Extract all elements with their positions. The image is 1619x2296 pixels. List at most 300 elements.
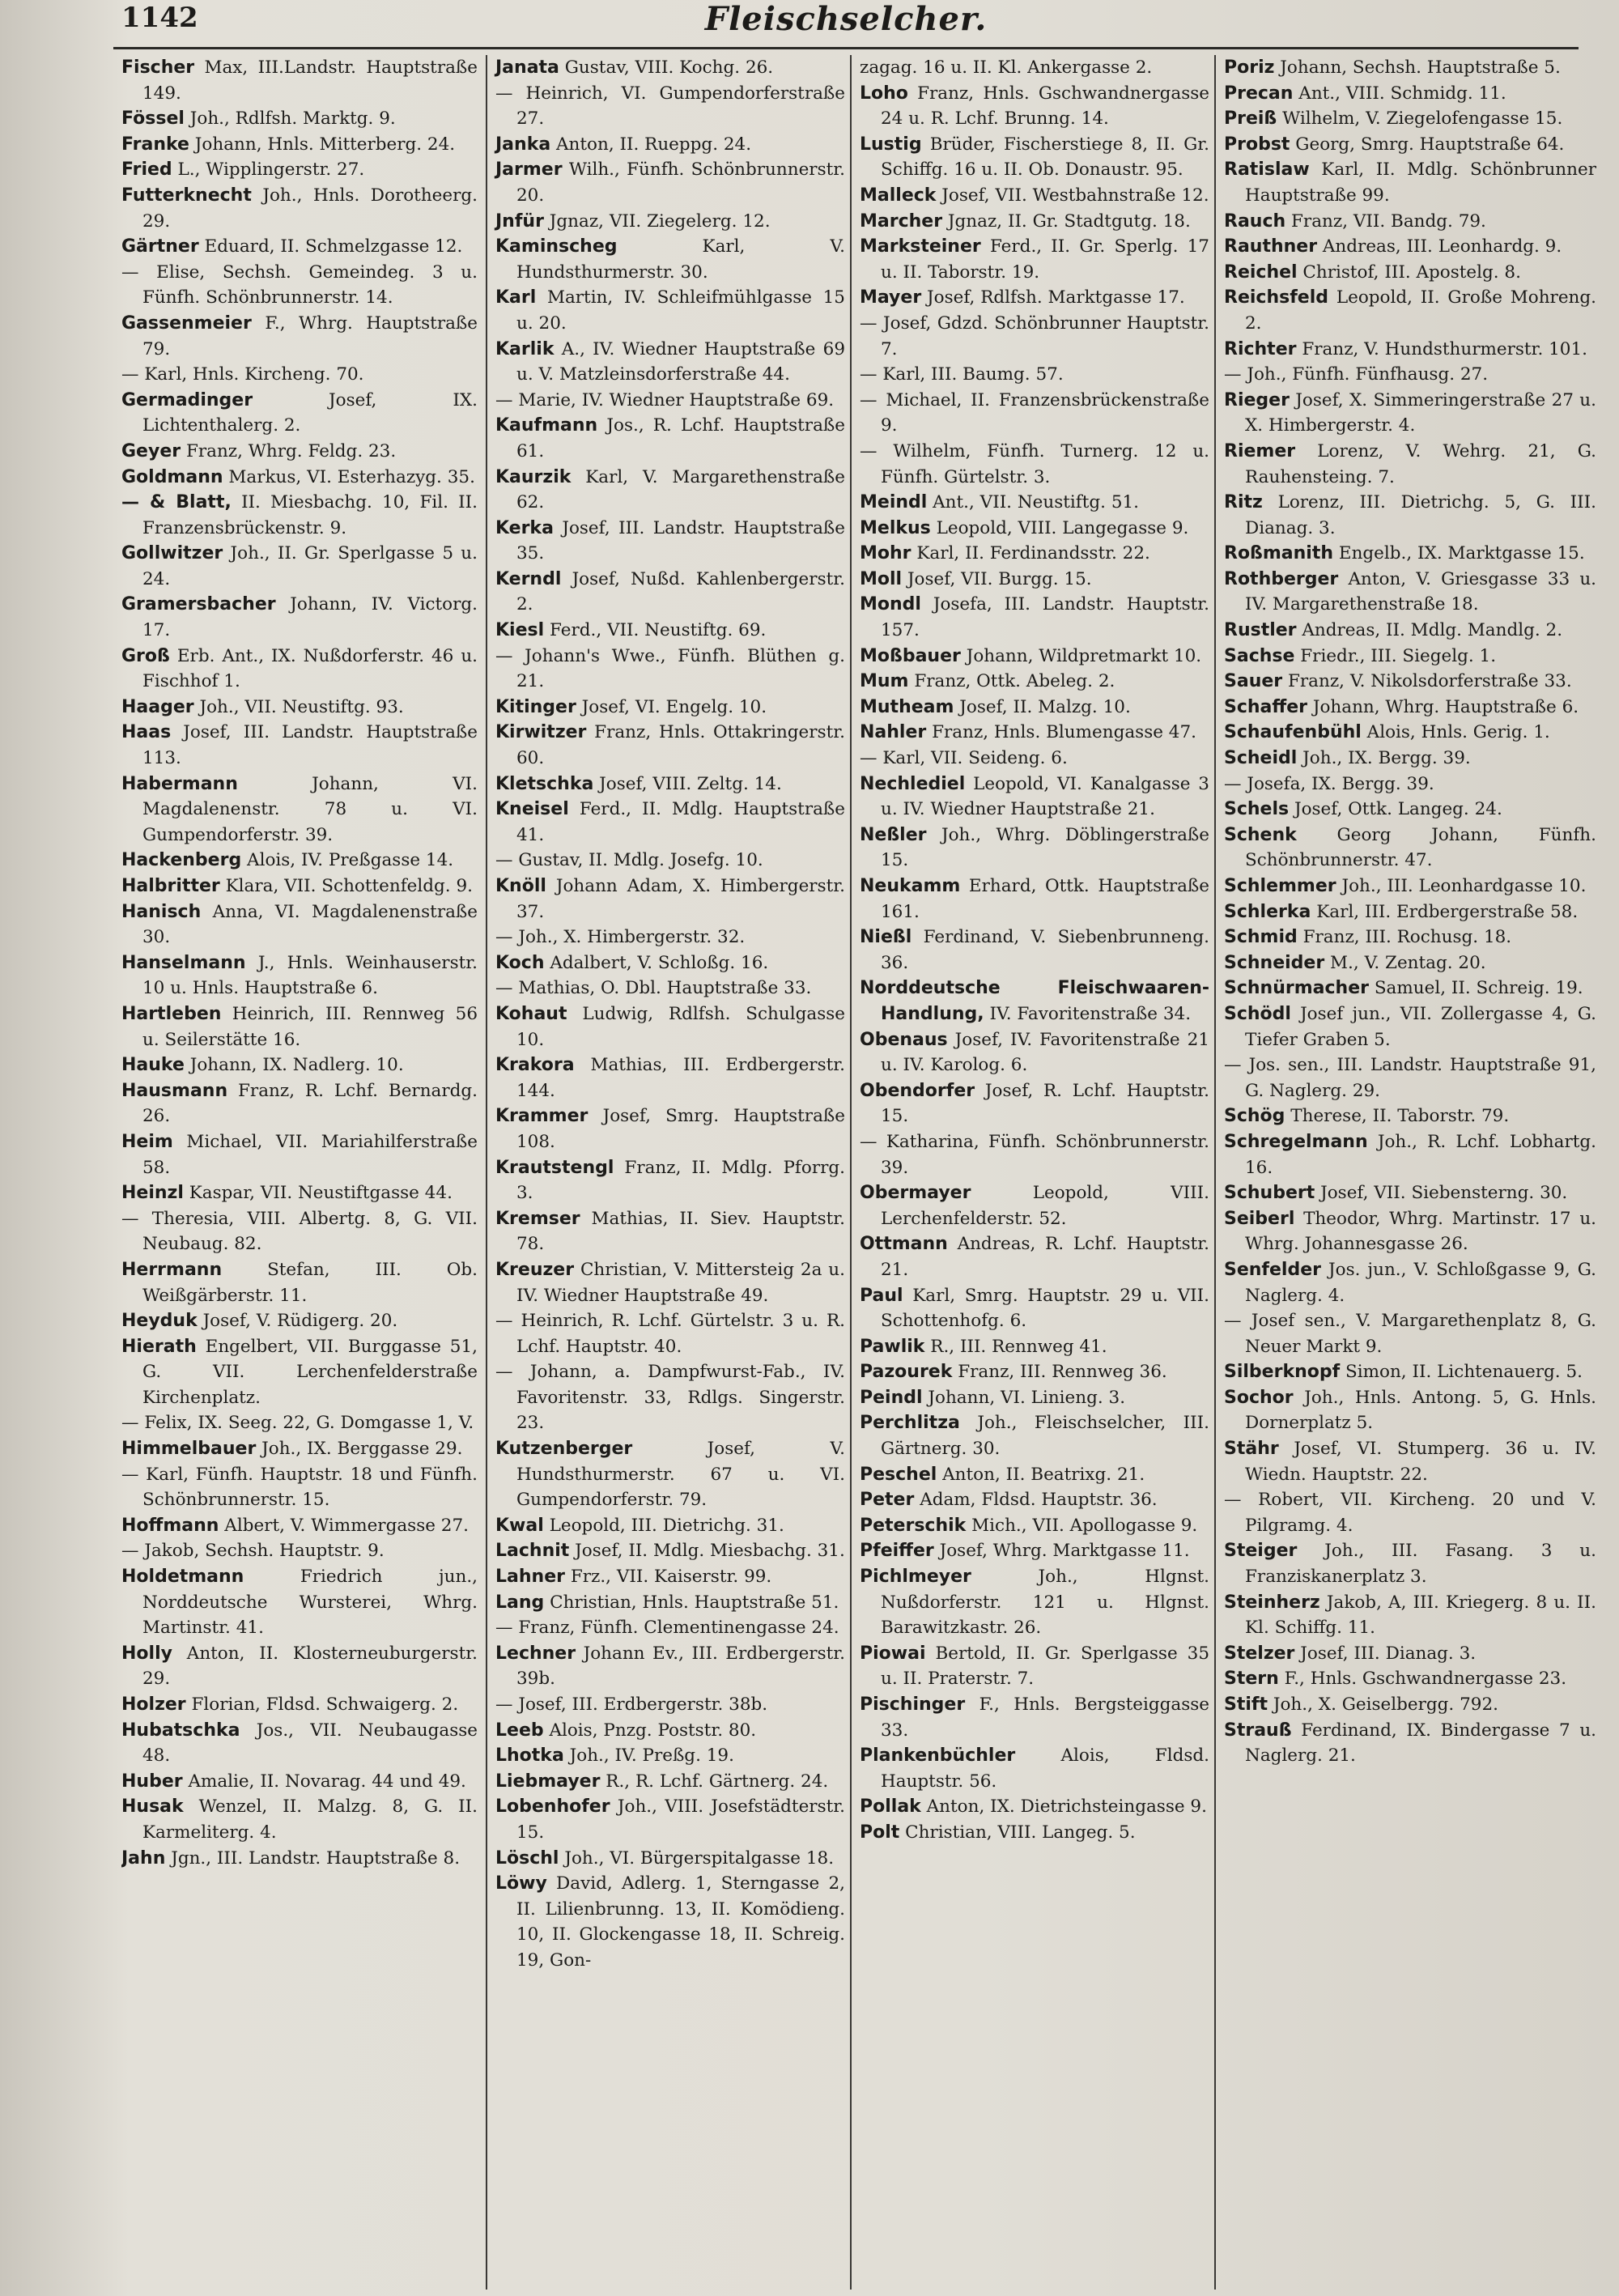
entry-name: Habermann: [121, 773, 238, 794]
entry-name: Huber: [121, 1771, 183, 1792]
entry-name: Lechner: [495, 1643, 576, 1664]
entry-address: — Josef sen., V. Margarethenplatz 8, G. Neuer Markt 9.: [1224, 1311, 1596, 1357]
directory-entry: [495, 925, 845, 950]
entry-name: Ottmann: [860, 1234, 948, 1255]
entry-name: Jahn: [121, 1847, 166, 1869]
directory-entry: [121, 1794, 478, 1845]
entry-address: Leopold, VIII. Langegasse 9.: [936, 517, 1189, 538]
entry-address: — Katharina, Fünfh. Schönbrunnerstr. 39.: [860, 1131, 1209, 1178]
directory-entry: [121, 183, 478, 234]
entry-name: Schnürmacher: [1224, 978, 1369, 999]
entry-address: Josef, V. Hundsthurmerstr. 67 u. VI. Gumpendorferstr. 79.: [516, 1439, 845, 1511]
entry-address: Josef, Smrg. Hauptstraße 108.: [516, 1106, 845, 1152]
entry-address: — Michael, II. Franzensbrückenstraße 9.: [860, 389, 1209, 436]
directory-entry: [121, 1718, 478, 1769]
entry-address: Leopold, VI. Kanalgasse 3 u. IV. Wiedner Hauptstraße 21.: [881, 773, 1209, 820]
directory-entry: [860, 1513, 1209, 1539]
entry-address: Josef, III. Dianag. 3.: [1300, 1643, 1477, 1664]
directory-entry: [121, 874, 478, 899]
entry-address: — Heinrich, VI. Gumpendorferstraße 27.: [495, 83, 845, 130]
entry-address: Andreas, R. Lchf. Hauptstr. 21.: [881, 1234, 1209, 1280]
directory-entry: [495, 388, 845, 414]
directory-entry: [495, 1103, 845, 1154]
entry-address: Josef, III. Landstr. Hauptstraße 35.: [516, 517, 845, 564]
directory-entry: [121, 106, 478, 132]
directory-entry: [860, 976, 1209, 1027]
entry-address: Erb. Ant., IX. Nußdorferstr. 46 u. Fischhof 1.: [142, 645, 478, 692]
directory-entry: [121, 1052, 478, 1078]
entry-name: Nießl: [860, 927, 912, 948]
directory-entry: [495, 797, 845, 848]
directory-entry: [860, 1027, 1209, 1078]
entry-name: Schaffer: [1224, 696, 1307, 717]
directory-entry: [495, 1692, 845, 1718]
entry-name: Futterknecht: [121, 185, 252, 206]
entry-address: Josef, VII. Siebensterng. 30.: [1320, 1183, 1568, 1204]
entry-name: Neukamm: [860, 876, 961, 896]
directory-entry: [860, 1794, 1209, 1820]
entry-address: Engelbert, VII. Burggasse 51, G. VII. Lerchenfelderstraße Kirchenplatz.: [142, 1336, 478, 1408]
entry-address: Christian, V. Mittersteig 2a u. IV. Wiedner Hauptstraße 49.: [516, 1259, 845, 1306]
entry-address: Joh., VI. Bürgerspitalgasse 18.: [564, 1847, 835, 1869]
entry-address: Alois, Pnzg. Poststr. 80.: [549, 1720, 757, 1741]
entry-address: Leopold, III. Dietrichg. 31.: [549, 1515, 784, 1536]
entry-address: Franz, Hnls. Ottakringerstr. 60.: [516, 722, 845, 769]
directory-entry: [860, 669, 1209, 695]
directory-entry: [860, 362, 1209, 388]
entry-name: Polt: [860, 1822, 900, 1843]
entry-name: Lobenhofer: [495, 1796, 610, 1818]
directory-entry: [121, 439, 478, 465]
directory-entry: [860, 1641, 1209, 1692]
entry-name: Germadinger: [121, 389, 253, 410]
directory-entry: [1224, 772, 1596, 797]
entry-name: Preiß: [1224, 108, 1277, 130]
entry-address: Joh., R. Lchf. Lobhartg. 16.: [1245, 1131, 1596, 1178]
directory-entry: [495, 413, 845, 464]
directory-entry: [860, 1487, 1209, 1513]
entry-address: Franz, III. Rochusg. 18.: [1302, 927, 1512, 948]
entry-name: Liebmayer: [495, 1771, 601, 1792]
entry-address: Anton, II. Rueppg. 24.: [556, 134, 752, 155]
entry-address: Joh., II. Gr. Sperlgasse 5 u. 24.: [142, 543, 478, 589]
entry-address: Brüder, Fischerstiege 8, II. Gr. Schiffg. 16 u. II. Ob. Donaustr. 95.: [881, 134, 1209, 181]
directory-entry: [495, 976, 845, 1001]
entry-address: — Theresia, VIII. Albertg. 8, G. VII. Neubaug. 82.: [121, 1208, 478, 1255]
entry-address: Frz., VII. Kaiserstr. 99.: [570, 1567, 772, 1588]
entry-name: Lang: [495, 1592, 545, 1613]
entry-address: Joh., III. Leonhardgasse 10.: [1341, 876, 1587, 896]
entry-address: Josef, VIII. Zeltg. 14.: [599, 773, 782, 794]
entry-address: Josef, IV. Favoritenstraße 21 u. IV. Karolog. 6.: [881, 1029, 1209, 1076]
entry-address: — Karl, Hnls. Kircheng. 70.: [121, 364, 364, 385]
entry-address: — Karl, Fünfh. Hauptstr. 18 und Fünfh. Schönbrunnerstr. 15.: [121, 1464, 478, 1511]
entry-name: Reichel: [1224, 261, 1298, 283]
directory-entry: [121, 1129, 478, 1180]
entry-name: Schenk: [1224, 824, 1297, 845]
entry-name: Sauer: [1224, 671, 1283, 692]
entry-name: Karl: [495, 287, 537, 308]
directory-entry: [1224, 720, 1596, 746]
entry-name: Geyer: [121, 440, 181, 461]
directory-entry: [860, 388, 1209, 439]
entry-name: Hubatschka: [121, 1720, 240, 1741]
entry-address: Johann Ev., III. Erdbergerstr. 39b.: [516, 1643, 845, 1690]
entry-name: Riemer: [1224, 440, 1296, 461]
directory-entry: [495, 1308, 845, 1359]
entry-name: Silberknopf: [1224, 1362, 1341, 1383]
entry-address: Friedrich jun., Norddeutsche Wursterei, Whrg. Martinstr. 41.: [142, 1567, 478, 1639]
directory-entry: [1224, 439, 1596, 490]
directory-entry: [860, 183, 1209, 209]
directory-entry: [860, 772, 1209, 823]
entry-name: Heyduk: [121, 1311, 198, 1332]
directory-entry: [121, 772, 478, 848]
entry-address: Andreas, II. Mdlg. Mandlg. 2.: [1302, 620, 1563, 641]
directory-entry: [860, 695, 1209, 721]
entry-address: Jos. jun., V. Schloßgasse 9, G. Naglerg. 4.: [1245, 1259, 1596, 1306]
directory-entry: [495, 1155, 845, 1206]
entry-address: — Jakob, Sechsh. Hauptstr. 9.: [121, 1541, 385, 1562]
directory-entry: [860, 81, 1209, 132]
directory-entry: [1224, 106, 1596, 132]
directory-entry: [495, 567, 845, 618]
entry-address: — Heinrich, R. Lchf. Gürtelstr. 3 u. R. Lchf. Hauptstr. 40.: [495, 1311, 845, 1357]
entry-address: — Josef, III. Erdbergerstr. 38b.: [495, 1694, 768, 1715]
entry-name: Hierath: [121, 1336, 197, 1357]
directory-entry: [495, 1538, 845, 1564]
entry-name: Scheidl: [1224, 748, 1298, 769]
entry-address: — Karl, III. Baumg. 57.: [860, 364, 1064, 385]
entry-name: Peterschik: [860, 1515, 967, 1536]
directory-entry: [121, 899, 478, 950]
entry-name: Stähr: [1224, 1439, 1279, 1460]
directory-entry: [1224, 1257, 1596, 1308]
entry-name: Steiger: [1224, 1541, 1298, 1562]
directory-entry: [1224, 337, 1596, 363]
entry-address: Josef, X. Simmeringerstraße 27 u. X. Himbergerstr. 4.: [1245, 389, 1596, 436]
entry-address: Joh., III. Fasang. 3 u. Franziskanerplatz 3.: [1245, 1541, 1596, 1588]
entry-address: Franz, II. Mdlg. Pforrg. 3.: [516, 1157, 845, 1204]
entry-name: Haas: [121, 722, 172, 743]
page-number: 1142: [121, 2, 198, 34]
directory-entry: [121, 1334, 478, 1411]
directory-entry: [860, 1385, 1209, 1411]
directory-entry: [1224, 1359, 1596, 1385]
entry-name: Kiesl: [495, 620, 545, 641]
directory-entry: [1224, 1001, 1596, 1052]
directory-entry: [121, 1410, 478, 1436]
entry-address: — Mathias, O. Dbl. Hauptstraße 33.: [495, 978, 812, 999]
entry-name: Hoffmann: [121, 1515, 219, 1536]
entry-address: Franz, Hnls. Blumengasse 47.: [932, 722, 1196, 743]
entry-address: J., Hnls. Weinhauserstr. 10 u. Hnls. Hauptstraße 6.: [142, 952, 478, 999]
entry-address: Lorenz, III. Dietrichg. 5, G. III. Dianag. 3.: [1245, 492, 1596, 538]
directory-entry: [1224, 618, 1596, 644]
entry-name: Ritz: [1224, 492, 1263, 513]
directory-entry: [860, 209, 1209, 235]
directory-entry: [121, 541, 478, 592]
directory-entry: [860, 925, 1209, 976]
entry-address: Joh., Rdlfsh. Marktg. 9.: [189, 108, 396, 130]
directory-entry: [860, 285, 1209, 311]
entry-name: Plankenbüchler: [860, 1745, 1016, 1767]
entry-address: Florian, Fldsd. Schwaigerg. 2.: [191, 1694, 459, 1715]
directory-entry: [860, 1820, 1209, 1846]
entry-name: Melkus: [860, 517, 931, 538]
directory-entry: [495, 157, 845, 208]
entry-address: Jakob, A, III. Kriegerg. 8 u. II. Kl. Schiffg. 11.: [1245, 1592, 1596, 1639]
entry-name: Meindl: [860, 492, 928, 513]
entry-address: Karl, II. Ferdinandsstr. 22.: [916, 543, 1150, 564]
directory-entry: [121, 362, 478, 388]
entry-address: Georg, Smrg. Hauptstraße 64.: [1295, 134, 1565, 155]
entry-address: Josef, Rdlfsh. Marktgasse 17.: [927, 287, 1185, 308]
directory-entry: [1224, 1180, 1596, 1206]
entry-address: Eduard, II. Schmelzgasse 12.: [204, 236, 463, 257]
entry-address: Adalbert, V. Schloßg. 16.: [550, 952, 769, 973]
directory-entry: [121, 1641, 478, 1692]
entry-name: Kletschka: [495, 773, 594, 794]
directory-entry: [495, 1564, 845, 1590]
entry-name: Heim: [121, 1131, 173, 1152]
entry-address: Anton, II. Klosterneuburgerstr. 29.: [142, 1643, 478, 1690]
directory-entry: [860, 1334, 1209, 1360]
entry-address: Markus, VI. Esterhazyg. 35.: [228, 466, 475, 487]
entry-name: Pollak: [860, 1796, 921, 1818]
directory-entry: [495, 209, 845, 235]
entry-address: Karl, Smrg. Hauptstr. 29 u. VII. Schottenhofg. 6.: [881, 1285, 1209, 1332]
entry-name: Neßler: [860, 824, 927, 845]
entry-address: Joh., Fleischselcher, III. Gärtnerg. 30.: [881, 1413, 1209, 1460]
entry-name: Senfelder: [1224, 1259, 1321, 1280]
directory-entry: [1224, 388, 1596, 439]
directory-entry: [1224, 157, 1596, 208]
entry-name: Pazourek: [860, 1362, 953, 1383]
entry-name: Koch: [495, 952, 545, 973]
directory-entry: [495, 1513, 845, 1539]
entry-address: Josef, II. Malzg. 10.: [959, 696, 1131, 717]
directory-entry: [495, 1846, 845, 1872]
directory-entry: [495, 55, 845, 81]
directory-entry: [1224, 234, 1596, 260]
directory-entry: [495, 1615, 845, 1641]
entry-address: Anton, II. Beatrixg. 21.: [942, 1464, 1145, 1485]
entry-address: Josef jun., VII. Zollergasse 4, G. Tiefer Graben 5.: [1245, 1003, 1596, 1050]
directory-entry: [860, 1564, 1209, 1641]
entry-name: Gärtner: [121, 236, 199, 257]
entry-name: Steinherz: [1224, 1592, 1320, 1613]
directory-entry: [860, 439, 1209, 490]
entry-address: Kaspar, VII. Neustiftgasse 44.: [189, 1183, 453, 1204]
directory-entry: [1224, 490, 1596, 541]
entry-address: Mathias, III. Erdbergerstr. 144.: [516, 1055, 845, 1101]
entry-name: Fischer: [121, 57, 195, 78]
directory-entry: [121, 465, 478, 491]
directory-entry: [1224, 874, 1596, 899]
entry-address: Franz, III. Rennweg 36.: [958, 1362, 1167, 1383]
entry-address: Johann, IV. Victorg. 17.: [142, 594, 478, 641]
entry-address: Ferd., II. Gr. Sperlg. 17 u. II. Taborstr. 19.: [881, 236, 1209, 283]
entry-name: Richter: [1224, 338, 1297, 359]
entry-name: Piowai: [860, 1643, 926, 1664]
entry-address: — Josefa, IX. Bergg. 39.: [1224, 773, 1434, 794]
directory-entry: [1224, 1436, 1596, 1487]
entry-name: Löwy: [495, 1873, 547, 1894]
entry-address: II. Miesbachg. 10, Fil. II. Franzensbrückenstr. 9.: [142, 492, 478, 538]
entry-address: Anton, V. Griesgasse 33 u. IV. Margarethenstraße 18.: [1245, 568, 1596, 615]
entry-address: Leopold, II. Große Mohreng. 2.: [1245, 287, 1596, 334]
entry-address: Josef, VII. Westbahnstraße 12.: [941, 185, 1209, 206]
entry-name: Peter: [860, 1490, 915, 1511]
entry-name: Fössel: [121, 108, 185, 130]
entry-address: Georg Johann, Fünfh. Schönbrunnerstr. 47.: [1245, 824, 1596, 871]
directory-entry: [121, 1001, 478, 1052]
directory-entry: [495, 1206, 845, 1257]
entry-name: Schregelmann: [1224, 1131, 1368, 1152]
entry-address: Jgnaz, VII. Ziegelerg. 12.: [549, 210, 771, 232]
entry-address: Joh., Hnls. Antong. 5, G. Hnls. Dornerplatz 5.: [1245, 1387, 1596, 1434]
entry-address: Wilh., Fünfh. Schönbrunnerstr. 20.: [516, 159, 845, 206]
entry-address: Jos., R. Lchf. Hauptstraße 61.: [516, 415, 845, 461]
column-1: [121, 55, 478, 2290]
entry-name: Gramersbacher: [121, 594, 276, 615]
directory-entry: [1224, 1103, 1596, 1129]
entry-name: Hanselmann: [121, 952, 246, 973]
entry-name: Pichlmeyer: [860, 1567, 971, 1588]
entry-address: zagag. 16 u. II. Kl. Ankergasse 2.: [860, 57, 1153, 78]
entry-name: Obenaus: [860, 1029, 948, 1050]
entry-address: David, Adlerg. 1, Sterngasse 2, II. Lilienbrunng. 13, II. Komödieng. 10, II. Glockengasse 18, II. Schreig. 19, Gon-: [516, 1873, 845, 1971]
entry-name: Kerka: [495, 517, 554, 538]
entry-address: Josef, Whrg. Marktgasse 11.: [939, 1541, 1190, 1562]
directory-entry: [1224, 567, 1596, 618]
entry-name: Norddeutsche Fleischwaaren-Handlung,: [860, 978, 1209, 1024]
directory-entry: [1224, 1206, 1596, 1257]
directory-entry: [495, 644, 845, 695]
entry-address: F., Hnls. Bergsteiggasse 33.: [881, 1694, 1209, 1741]
entry-name: Marcher: [860, 210, 943, 232]
directory-entry: [495, 1052, 845, 1103]
entry-address: Josef, VI. Stumperg. 36 u. IV. Wiedn. Hauptstr. 22.: [1245, 1439, 1596, 1485]
directory-entry: [1224, 1666, 1596, 1692]
directory-entry: [495, 285, 845, 336]
entry-address: Karl, III. Erdbergerstraße 58.: [1316, 901, 1579, 922]
entry-address: Johann, Hnls. Mitterberg. 24.: [194, 134, 456, 155]
directory-entry: [1224, 1129, 1596, 1180]
directory-entry: [1224, 1718, 1596, 1769]
entry-address: Johann, VI. Magdalenenstr. 78 u. VI. Gumpendorferstr. 39.: [142, 773, 478, 845]
column-3: [850, 55, 1209, 2290]
directory-entry: [860, 1462, 1209, 1488]
entry-name: Poriz: [1224, 57, 1275, 78]
directory-entry: [495, 1769, 845, 1795]
entry-name: Lhotka: [495, 1745, 564, 1767]
directory-entry: [860, 541, 1209, 567]
directory-entry: [860, 1538, 1209, 1564]
entry-address: Klara, VII. Schottenfeldg. 9.: [225, 876, 473, 896]
directory-entry: [1224, 1692, 1596, 1718]
entry-address: Engelb., IX. Marktgasse 15.: [1338, 543, 1585, 564]
directory-entry: [495, 1436, 845, 1513]
directory-entry: [121, 1180, 478, 1206]
entry-name: Obermayer: [860, 1183, 971, 1204]
directory-entry: [860, 746, 1209, 772]
entry-name: Sochor: [1224, 1387, 1294, 1408]
entry-address: Anton, IX. Dietrichsteingasse 9.: [926, 1796, 1207, 1818]
directory-entry: [121, 1564, 478, 1641]
entry-address: Max, III.Landstr. Hauptstraße 149.: [142, 57, 478, 104]
entry-address: Amalie, II. Novarag. 44 und 49.: [188, 1771, 466, 1792]
header-rule: [113, 47, 1579, 49]
entry-address: — Felix, IX. Seeg. 22, G. Domgasse 1, V.: [121, 1413, 474, 1434]
entry-address: Ludwig, Rdlfsh. Schulgasse 10.: [516, 1003, 845, 1050]
entry-name: Gollwitzer: [121, 543, 223, 564]
entry-name: Hauke: [121, 1055, 185, 1076]
entry-address: Josefa, III. Landstr. Hauptstr. 157.: [881, 594, 1209, 641]
entry-address: Martin, IV. Schleifmühlgasse 15 u. 20.: [516, 287, 845, 334]
entry-address: Josef, Nußd. Kahlenbergerstr. 2.: [516, 568, 845, 615]
entry-address: Josef, R. Lchf. Hauptstr. 15.: [881, 1080, 1209, 1127]
entry-name: Rothberger: [1224, 568, 1339, 589]
directory-entry: [495, 465, 845, 516]
entry-name: Halbritter: [121, 876, 220, 896]
entry-address: M., V. Zentag. 20.: [1330, 952, 1486, 973]
entry-name: Schels: [1224, 799, 1290, 820]
directory-entry: [495, 848, 845, 874]
entry-address: R., III. Rennweg 41.: [930, 1336, 1107, 1357]
entry-address: Alois, Fldsd. Hauptstr. 56.: [881, 1745, 1209, 1792]
directory-entry: [121, 1257, 478, 1308]
entry-address: — Jos. sen., III. Landstr. Hauptstraße 91, G. Naglerg. 29.: [1224, 1055, 1596, 1101]
directory-entry: [121, 1846, 478, 1872]
entry-address: Ferd., II. Mdlg. Hauptstraße 41.: [516, 799, 845, 845]
directory-entry: [121, 720, 478, 771]
entry-address: Josef, Ottk. Langeg. 24.: [1294, 799, 1502, 820]
directory-entry: [860, 823, 1209, 874]
entry-address: — Josef, Gdzd. Schönbrunner Hauptstr. 7.: [860, 313, 1209, 359]
entry-name: Loho: [860, 83, 908, 104]
directory-entry: [495, 1001, 845, 1052]
entry-name: Kohaut: [495, 1003, 567, 1024]
directory-entry: [1224, 362, 1596, 388]
directory-entry: [860, 1231, 1209, 1282]
entry-name: Kirwitzer: [495, 722, 587, 743]
entry-name: Holly: [121, 1643, 172, 1664]
directory-entry: [860, 644, 1209, 670]
directory-entry: [121, 1206, 478, 1257]
entry-address: Joh., Whrg. Döblingerstraße 15.: [881, 824, 1209, 871]
entry-name: Paul: [860, 1285, 903, 1306]
directory-entry: [121, 311, 478, 362]
directory-entry: [860, 567, 1209, 593]
entry-name: Schödl: [1224, 1003, 1291, 1024]
entry-name: Precan: [1224, 83, 1294, 104]
entry-address: Josef, IX. Lichtenthalerg. 2.: [142, 389, 478, 436]
entry-name: Heinzl: [121, 1183, 184, 1204]
entry-name: Fried: [121, 159, 172, 181]
directory-entry: [121, 490, 478, 541]
entry-name: Groß: [121, 645, 170, 666]
directory-entry: [121, 1462, 478, 1513]
entry-name: Kneisel: [495, 799, 569, 820]
entry-name: Krakora: [495, 1055, 575, 1076]
directory-entry: [1224, 976, 1596, 1001]
entry-name: Nahler: [860, 722, 927, 743]
entry-address: A., IV. Wiedner Hauptstraße 69 u. V. Matzleinsdorferstraße 44.: [516, 338, 845, 385]
entry-name: Reichsfeld: [1224, 287, 1328, 308]
directory-entry: [1224, 1052, 1596, 1103]
